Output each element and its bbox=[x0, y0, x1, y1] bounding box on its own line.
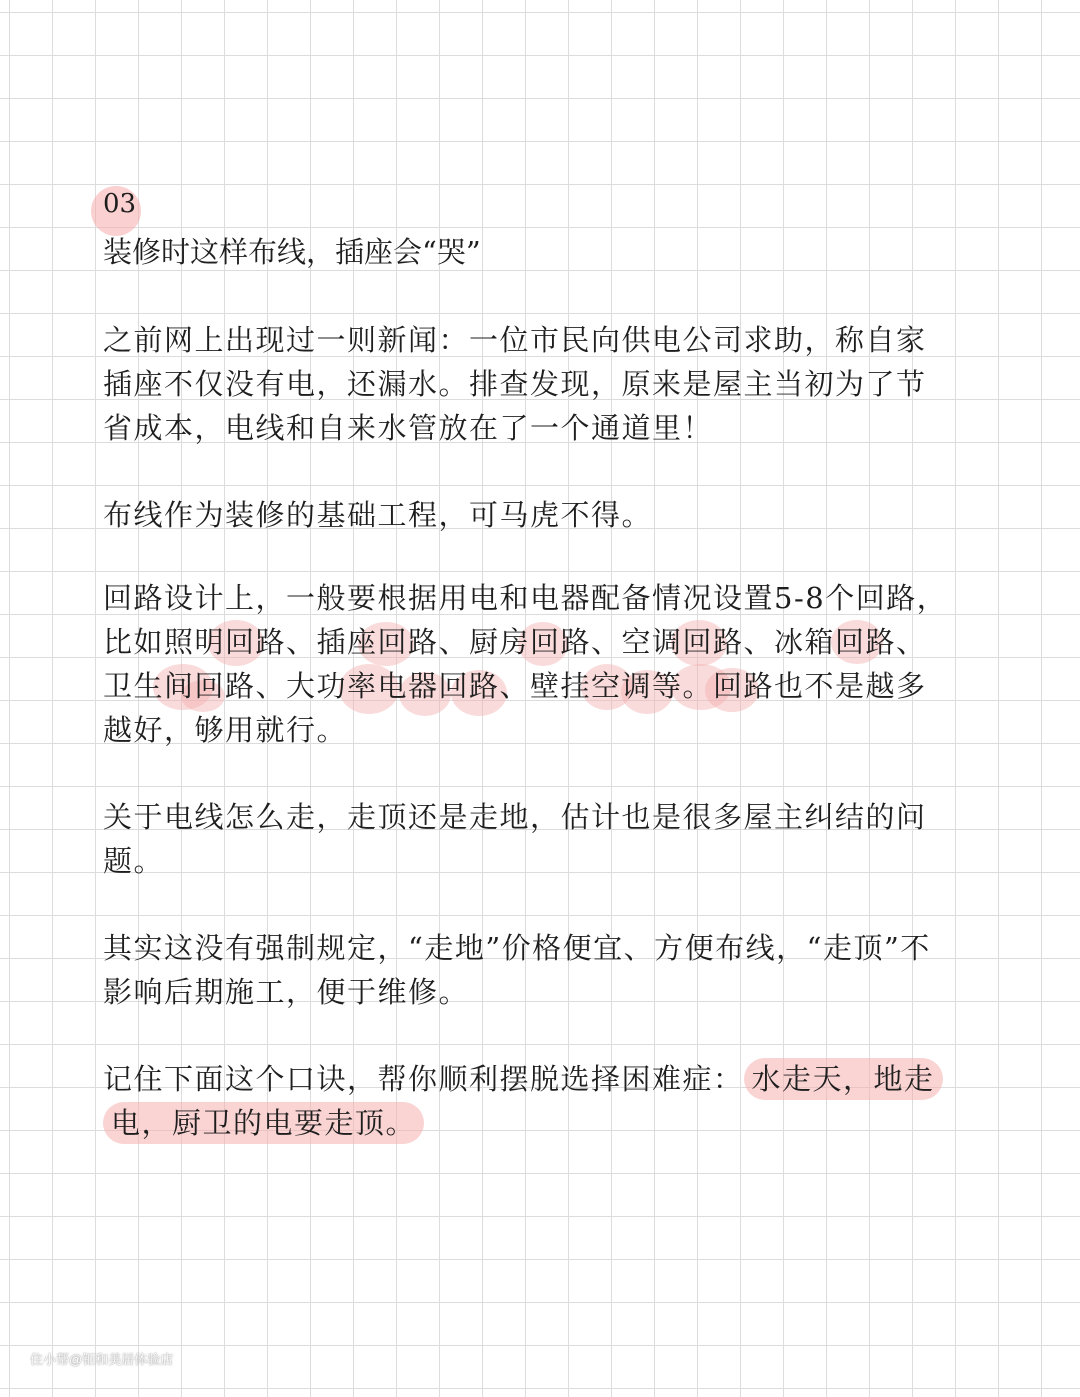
section-number: 03 bbox=[103, 189, 137, 219]
paragraph-routing-answer: 其实这没有强制规定，“走地”价格便宜、方便布线，“走顶”不影响后期施工，便于维修。 bbox=[103, 931, 931, 1009]
mnemonic-intro: 记住下面这个口诀，帮你顺利摆脱选择困难症： bbox=[103, 1062, 744, 1096]
mnemonic-highlight: 水走天，地走电，厨卫的电要走顶。 bbox=[103, 1058, 943, 1144]
paragraph-routing-question: 关于电线怎么走，走顶还是走地，估计也是很多屋主纠结的问题。 bbox=[103, 800, 927, 878]
watermark: 住小帮@钜和美居体验店 bbox=[30, 1352, 174, 1367]
section-title: 装修时这样布线，插座会“哭” bbox=[103, 235, 481, 269]
paragraph-foundation: 布线作为装修的基础工程，可马虎不得。 bbox=[103, 498, 653, 532]
paragraph-circuits: 回路设计上，一般要根据用电和电器配备情况设置5-8个回路，比如照明回路、插座回路、厨房回路、空调回路、冰箱回路、卫生间回路、大功率电器回路、壁挂空调等。回路也不是越多越好，够用就行。 bbox=[103, 581, 948, 747]
paragraph-mnemonic bbox=[103, 1057, 948, 1145]
paragraph-news: 之前网上出现过一则新闻：一位市民向供电公司求助，称自家插座不仅没有电，还漏水。排查发现，原来是屋主当初为了节省成本，电线和自来水管放在了一个通道里！ bbox=[103, 323, 927, 445]
